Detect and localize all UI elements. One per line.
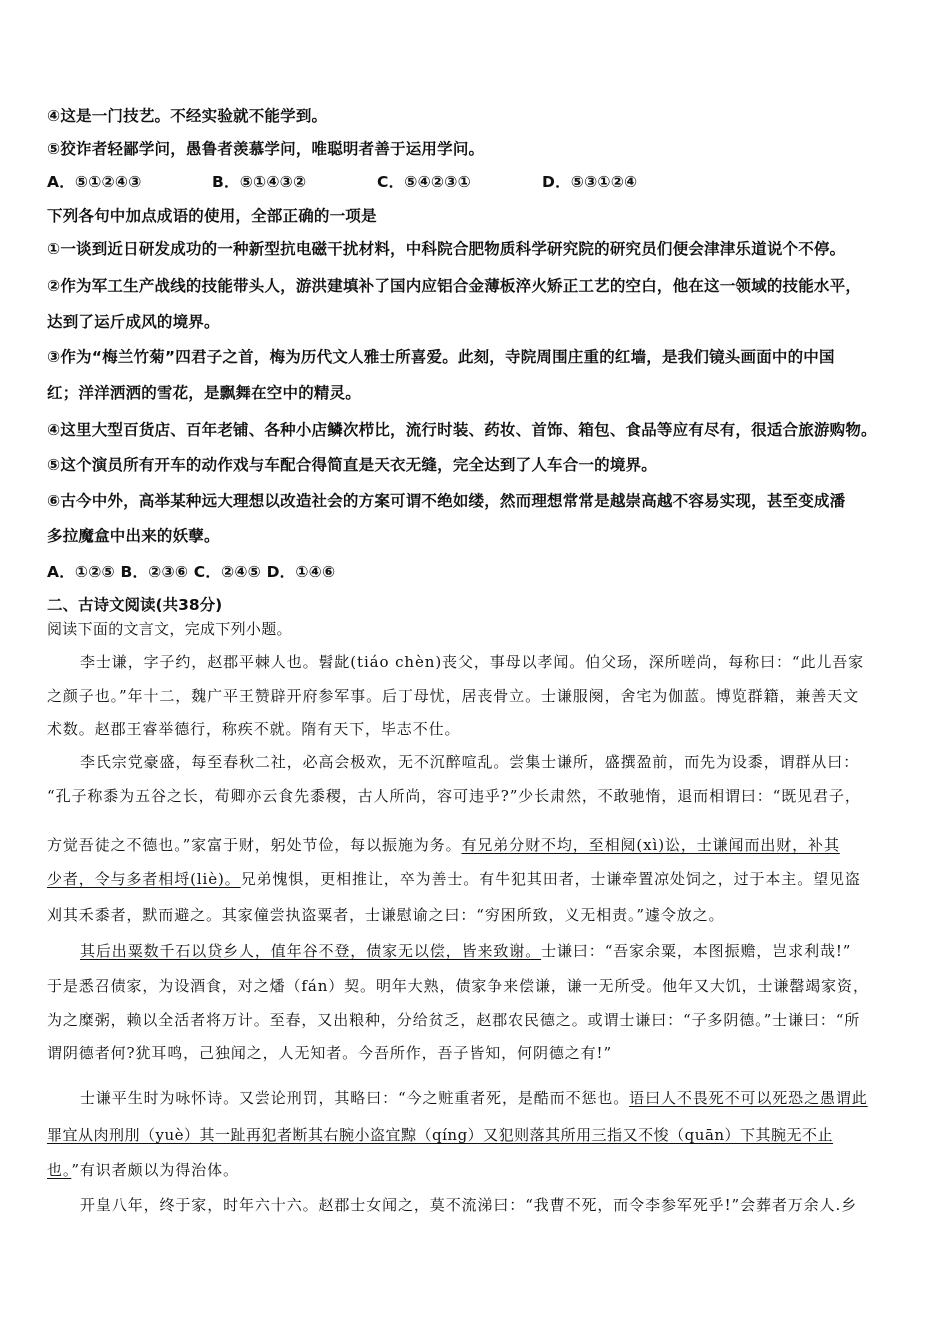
underlined-sentence-3: 语曰人不畏死不可以死恐之愚谓此 (629, 1089, 868, 1107)
passage-p4-line1: 士谦平生时为咏怀诗。又尝论刑罚，其略曰：“今之赃重者死，是酷而不惩也。语曰人不畏死不可以死恐之愚谓此 (80, 1089, 868, 1107)
idiom-sentence-4: ④这里大型百货店、百年老铺、各种小店鳞次栉比，流行时装、药妆、首饰、箱包、食品等应有尽有，很适合旅游购物。 (47, 421, 877, 439)
underlined-sentence-1: 有兄弟分财不均，至相阋(xì)讼，士谦闻而出财，补其 (461, 836, 840, 854)
passage-p5-line1: 开皇八年，终于家，时年六十六。赵郡士女闻之，莫不流涕曰：“我曹不死，而令李参军死乎!”会葬者万余人.乡 (80, 1196, 858, 1214)
passage-p3-line2: 于是悉召债家，为设酒食，对之燔（fán）契。明年大熟，债家争来偿谦，谦一无所受。他年又大饥，士谦罄竭家资， (47, 977, 869, 995)
idiom-sentence-2-cont: 达到了运斤成风的境界。 (47, 313, 220, 331)
passage-p2-line1: 李氏宗党豪盛，每至春秋二社，必高会极欢，无不沉醉喧乱。尝集士谦所，盛撰盈前，而先为设黍，谓群从曰： (80, 753, 860, 771)
passage-p1-line3: 术数。赵郡王睿举德行，称疾不就。隋有天下，毕志不仕。 (47, 720, 461, 738)
option-b: B．⑤①④③② (212, 173, 307, 191)
idiom-sentence-2: ②作为军工生产战线的技能带头人，游洪建填补了国内应铝合金薄板淬火矫正工艺的空白，他在这一领域的技能水平， (47, 277, 862, 295)
passage-p2-line4: 少者，令与多者相埒(liè)。兄弟愧惧，更相推让，卒为善士。有牛犯其田者，士谦牵置凉处饲之，过于本主。望见盗 (47, 870, 861, 888)
option-d: D．⑤③①②④ (542, 173, 638, 191)
prev-options (47, 170, 637, 192)
idiom-sentence-3: ③作为“梅兰竹菊”四君子之首，梅为历代文人雅士所喜爱。此刻，寺院周围庄重的红墙，是我们镜头画面中的中国 (47, 348, 835, 366)
passage-p1-line2: 之颜子也。”年十二，魏广平王赞辟开府参军事。后丁母忧，居丧骨立。士谦服阕，舍宅为伽蓝。博览群籍，兼善天文 (47, 687, 859, 705)
idiom-sentence-6: ⑥古今中外，高举某种远大理想以改造社会的方案可谓不绝如缕，然而理想常常是越崇高越不容易实现，甚至变成潘 (47, 492, 846, 510)
passage-p2-line3: 方觉吾徒之不德也。”家富于财，躬处节俭，每以振施为务。有兄弟分财不均，至相阋(xì)讼，士谦闻而出财，补其 (47, 836, 840, 854)
passage-p1-line1: 李士谦，字子约，赵郡平棘人也。髫龀(tiáo chèn)丧父，事母以孝闻。伯父玚，深所嗟尚，每称曰：“此儿吾家 (80, 653, 865, 671)
idiom-sentence-3-cont: 红；洋洋洒洒的雪花，是飘舞在空中的精灵。 (47, 384, 362, 402)
passage-p3-line4: 谓阴德者何?犹耳鸣，己独闻之，人无知者。今吾所作，吾子皆知，何阴德之有!” (47, 1044, 613, 1062)
idiom-sentence-6-cont: 多拉魔盒中出来的妖孽。 (47, 527, 220, 545)
passage-p3-line1: 其后出粟数千石以贷乡人，值年谷不登，债家无以偿，皆来致谢。士谦曰：“吾家余粟，本图振赡，岂求利哉!” (80, 942, 852, 960)
passage-p2-line2: “孔子称黍为五谷之长，荀卿亦云食先黍稷，古人所尚，容可违乎?”少长肃然，不敢驰惰，退而相谓曰：“既见君子， (47, 787, 861, 805)
idiom-sentence-5: ⑤这个演员所有开车的动作戏与车配合得简直是天衣无缝，完全达到了人车合一的境界。 (47, 456, 657, 474)
section-title: 二、古诗文阅读(共38分) (47, 596, 223, 614)
passage-p4-line3: 也。”有识者颇以为得治体。 (47, 1161, 239, 1179)
option-a: A．⑤①②④③ (47, 173, 142, 191)
passage-p2-line5: 刈其禾黍者，默而避之。其家僮尝执盗粟者，士谦慰谕之曰：“穷困所致，义无相责。”遽令放之。 (47, 906, 725, 924)
underlined-sentence-1-cont: 少者，令与多者相埒(liè)。 (47, 870, 241, 888)
underlined-sentence-3-end: 也。 (47, 1161, 72, 1179)
underlined-sentence-2: 其后出粟数千石以贷乡人，值年谷不登，债家无以偿，皆来致谢。 (80, 942, 542, 960)
passage-p4-line2 (47, 1124, 833, 1145)
section-instruction: 阅读下面的文言文，完成下列小题。 (47, 620, 292, 638)
underlined-sentence-3-cont: 罪宜从肉刑刖（yuè）其一趾再犯者断其右腕小盗宜黥（qíng）又犯则落其所用三指又不悛（quān）下其腕无不止 (47, 1126, 834, 1144)
prev-item-5: ⑤狡诈者轻鄙学问，愚鲁者羡慕学问，唯聪明者善于运用学问。 (47, 140, 485, 158)
passage-p3-line3: 为之糜粥，赖以全活者将万计。至春，又出粮种，分给贫乏，赵郡农民德之。或谓士谦曰：“子多阴德。”士谦曰：“所 (47, 1011, 861, 1029)
idiom-question-stem: 下列各句中加点成语的使用，全部正确的一项是 (47, 207, 377, 225)
prev-item-4: ④这是一门技艺。不经实验就不能学到。 (47, 107, 328, 125)
option-c: C．⑤④②③① (377, 173, 471, 191)
idiom-options: A．①②⑤ B．②③⑥ C．②④⑤ D．①④⑥ (47, 563, 336, 581)
idiom-sentence-1: ①一谈到近日研发成功的一种新型抗电磁干扰材料，中科院合肥物质科学研究院的研究员们便会津津乐道说个不停。 (47, 240, 846, 258)
